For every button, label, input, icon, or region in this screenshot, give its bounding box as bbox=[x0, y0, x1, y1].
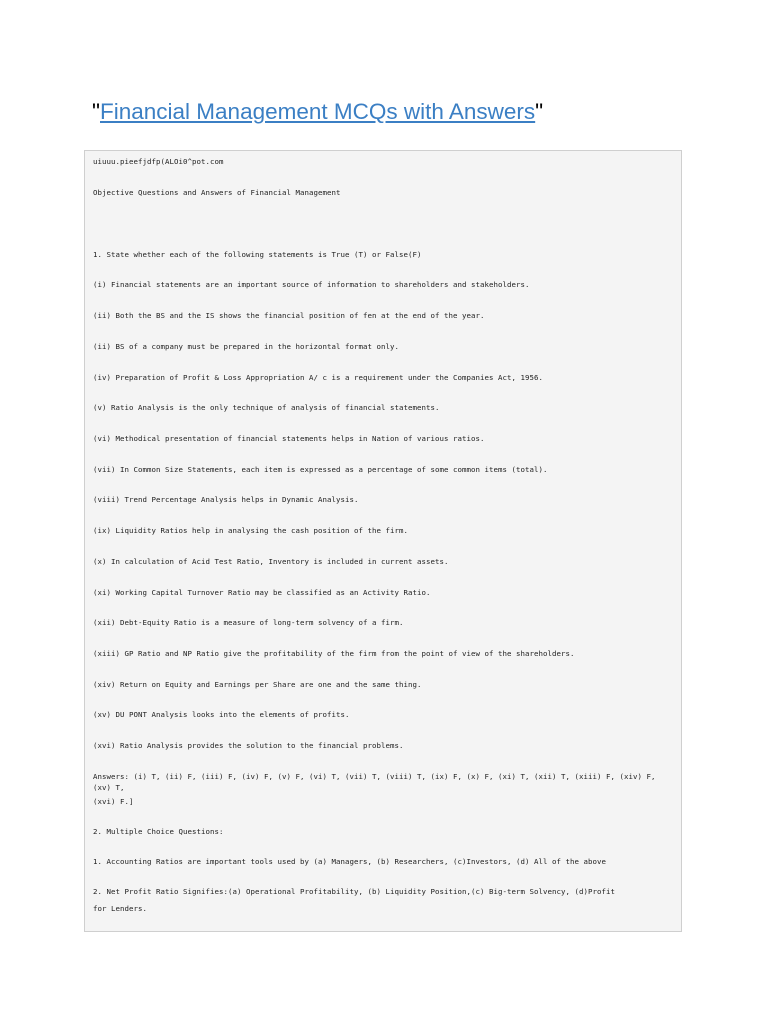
mcq-2: 2. Net Profit Ratio Signifies:(a) Operational Profitability, (b) Liquidity Position,(c) Big-term Solvency, (d)Profit bbox=[93, 887, 615, 896]
statement-ix: (ix) Liquidity Ratios help in analysing the cash position of the firm. bbox=[93, 526, 408, 535]
answers-line-2: (xv) T, bbox=[93, 783, 125, 792]
section-subtitle: Objective Questions and Answers of Financial Management bbox=[93, 188, 341, 197]
statement-xvi: (xvi) Ratio Analysis provides the solution to the financial problems. bbox=[93, 741, 404, 750]
statement-ii: (ii) Both the BS and the IS shows the financial position of fen at the end of the year. bbox=[93, 311, 485, 320]
statement-xv: (xv) DU PONT Analysis looks into the elements of profits. bbox=[93, 710, 350, 719]
title-close-quote: " bbox=[535, 99, 544, 124]
statement-xiv: (xiv) Return on Equity and Earnings per Share are one and the same thing. bbox=[93, 680, 422, 689]
statement-i: (i) Financial statements are an important source of information to shareholders and stakeholders. bbox=[93, 280, 530, 289]
statement-iv: (iv) Preparation of Profit & Loss Appropriation A/ c is a requirement under the Companies Act, 1956. bbox=[93, 373, 543, 382]
statement-viii: (viii) Trend Percentage Analysis helps in Dynamic Analysis. bbox=[93, 495, 359, 504]
title-open-quote: " bbox=[92, 99, 100, 124]
title-link[interactable]: Financial Management MCQs with Answers bbox=[100, 99, 536, 124]
page-title bbox=[92, 96, 543, 128]
statement-vii: (vii) In Common Size Statements, each item is expressed as a percentage of some common items (total). bbox=[93, 465, 548, 474]
question-heading-2: 2. Multiple Choice Questions: bbox=[93, 827, 224, 836]
mcq-1: 1. Accounting Ratios are important tools used by (a) Managers, (b) Researchers, (c)Investors, (d) All of the above bbox=[93, 857, 606, 866]
statement-iii: (ii) BS of a company must be prepared in the horizontal format only. bbox=[93, 342, 399, 351]
statement-xi: (xi) Working Capital Turnover Ratio may be classified as an Activity Ratio. bbox=[93, 588, 431, 597]
statement-xiii: (xiii) GP Ratio and NP Ratio give the profitability of the firm from the point of view of the shareholders. bbox=[93, 649, 575, 658]
source-url-text: uiuuu.pieefjdfp(ALOi0^pot.com bbox=[93, 157, 224, 166]
answers-line-3: (xvi) F.] bbox=[93, 797, 134, 806]
statement-vi: (vi) Methodical presentation of financial statements helps in Nation of various ratios. bbox=[93, 434, 485, 443]
mcq-2-continued: for Lenders. bbox=[93, 904, 147, 913]
question-heading-1: 1. State whether each of the following statements is True (T) or False(F) bbox=[93, 250, 422, 259]
statement-v: (v) Ratio Analysis is the only technique of analysis of financial statements. bbox=[93, 403, 440, 412]
statement-x: (x) In calculation of Acid Test Ratio, Inventory is included in current assets. bbox=[93, 557, 449, 566]
document-content-box bbox=[84, 150, 682, 932]
answers-line-1: Answers: (i) T, (ii) F, (iii) F, (iv) F, (v) F, (vi) T, (vii) T, (viii) T, (ix) F, (x) F, (xi) T, (xii) T, (xiii) F, (xiv) F, bbox=[93, 772, 656, 781]
statement-xii: (xii) Debt-Equity Ratio is a measure of long-term solvency of a firm. bbox=[93, 618, 404, 627]
